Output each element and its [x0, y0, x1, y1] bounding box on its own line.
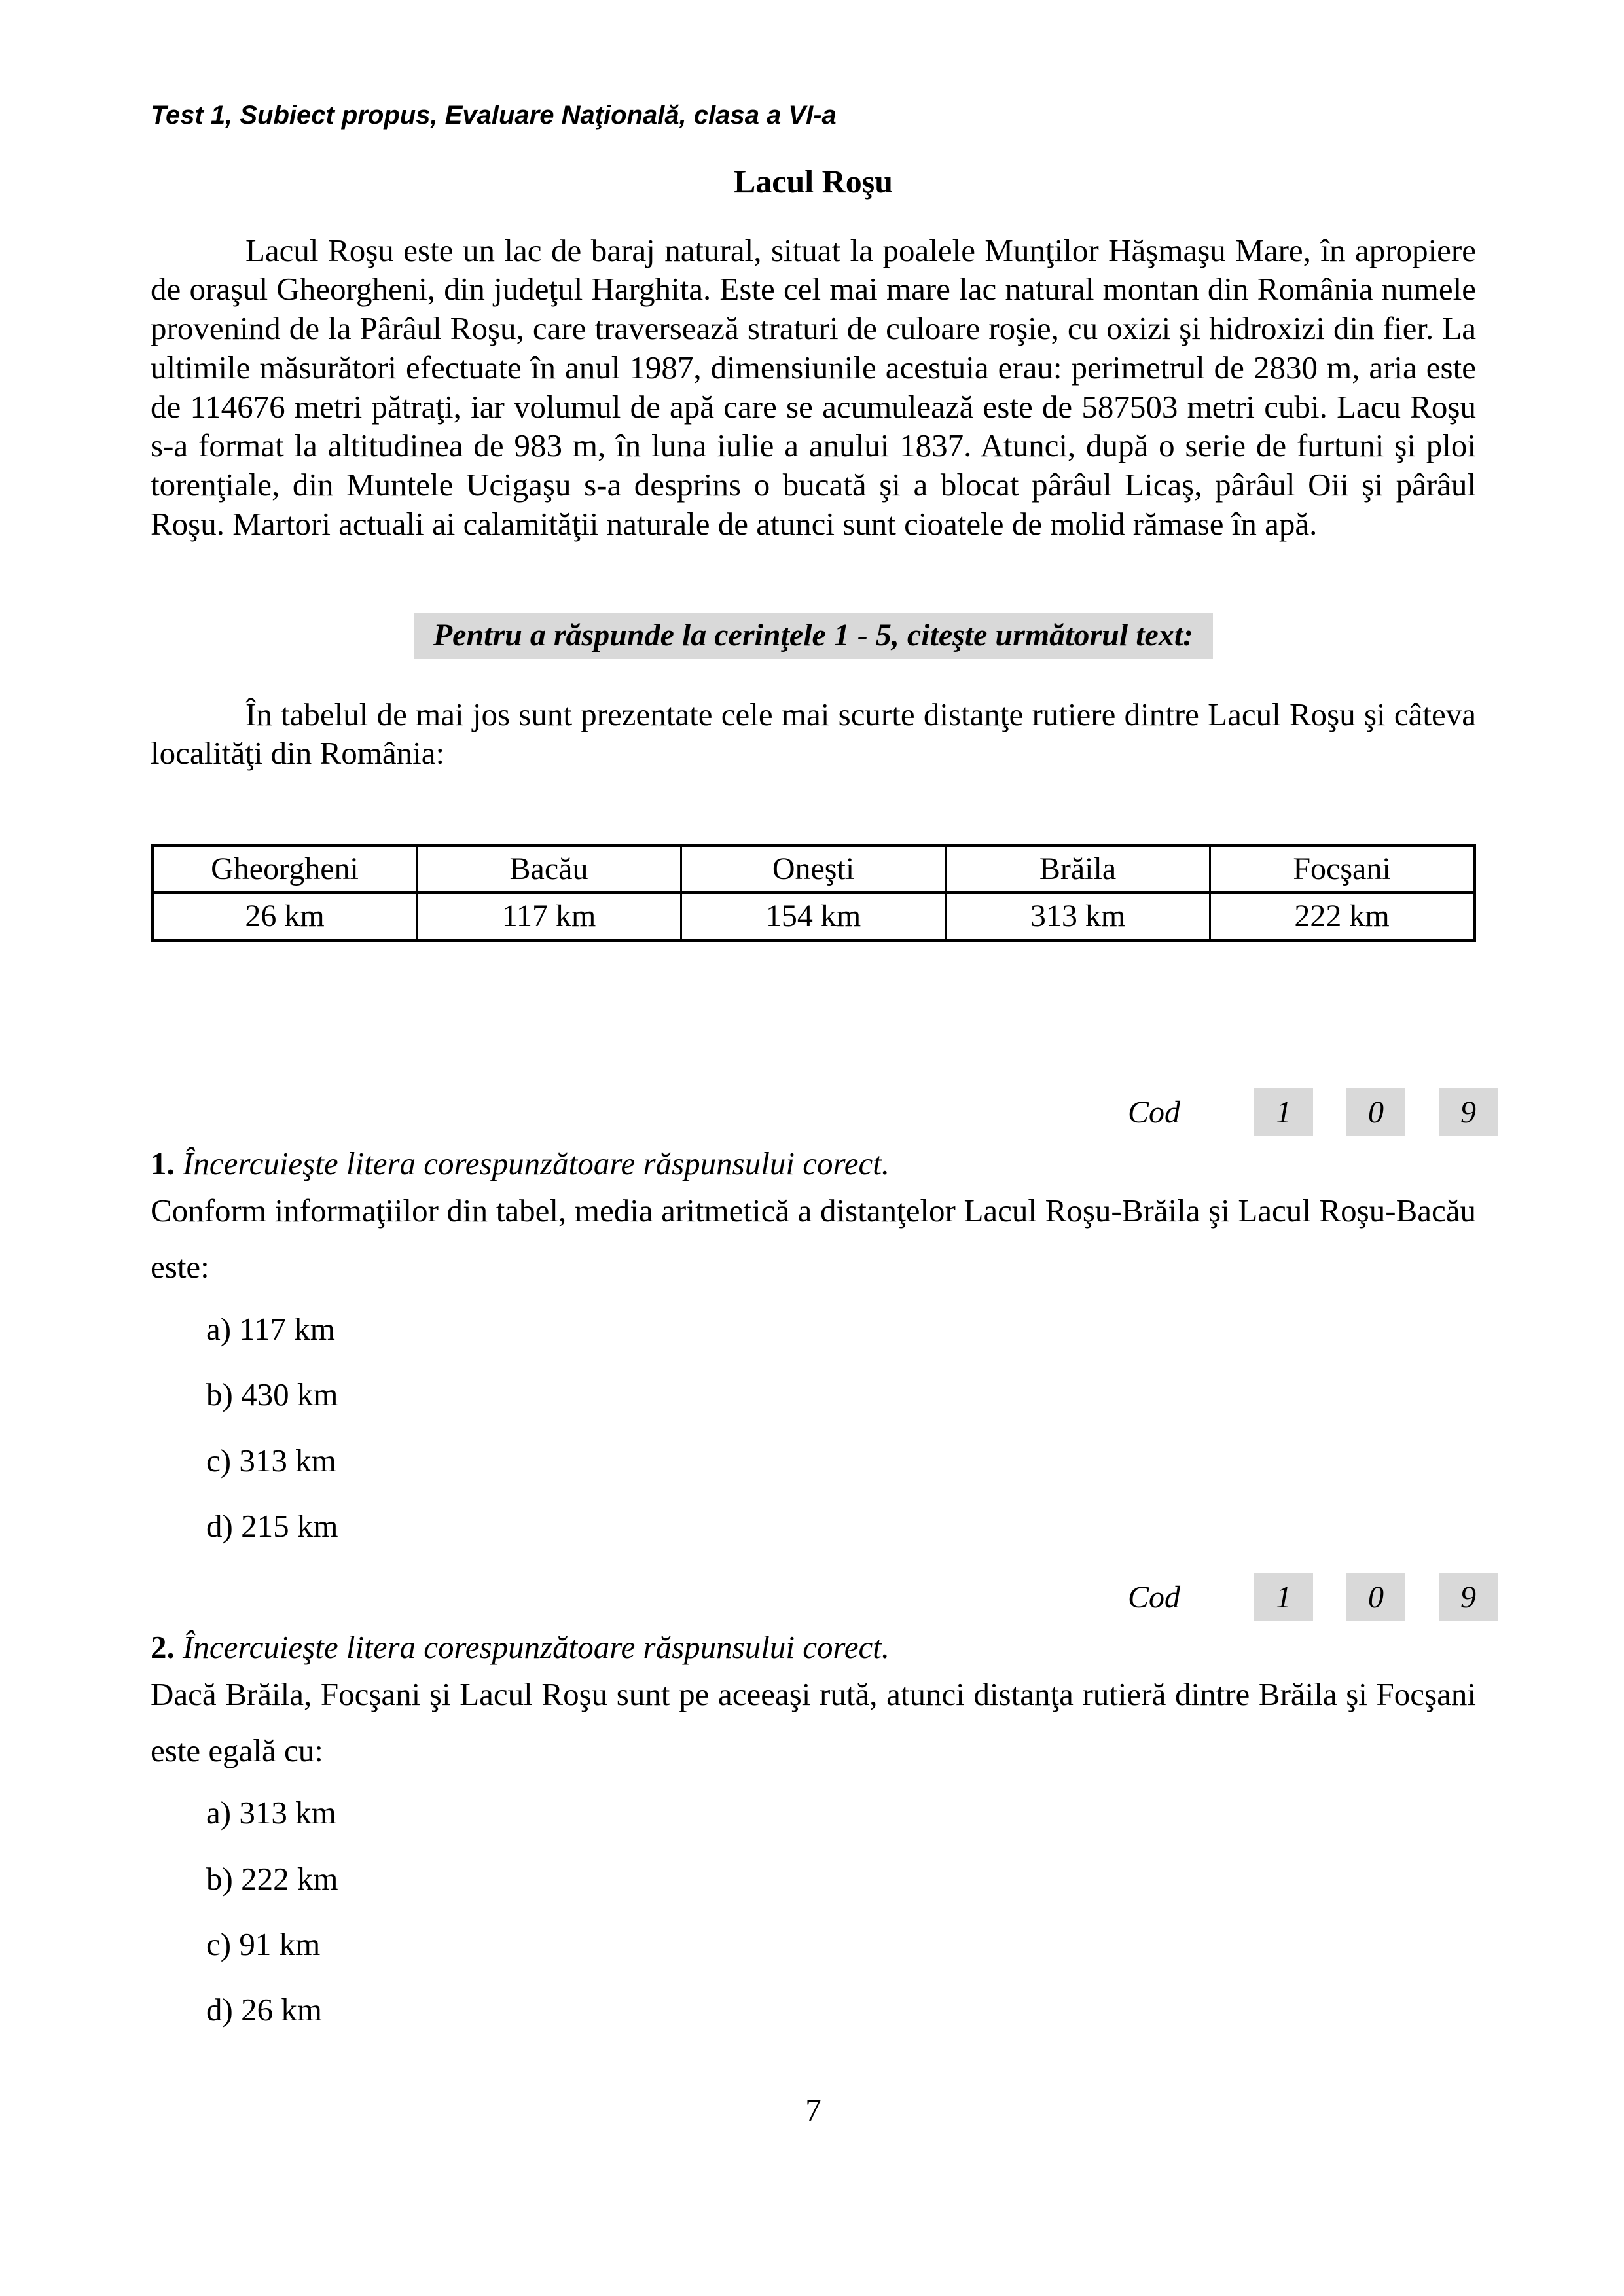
question-1 [151, 1145, 1476, 1545]
question-1-body: Conform informaţiilor din tabel, media aritmetică a distanţelor Lacul Roşu-Brăila şi Lacul Roşu-Bacău este: [151, 1192, 1476, 1285]
instruction-banner: Pentru a răspunde la cerinţele 1 - 5, citeşte următorul text: [414, 613, 1213, 659]
cod-digit-box-3: 9 [1439, 1088, 1498, 1136]
question-2-options [206, 1795, 1476, 2028]
question-2-option-b: b) 222 km [206, 1860, 338, 1897]
question-1-option-a: a) 117 km [206, 1310, 335, 1347]
instruction-banner-row [151, 613, 1476, 659]
intro-paragraph: Lacul Roşu este un lac de baraj natural, situat la poalele Munţilor Hăşmaşu Mare, în apropiere de oraşul Gheorgheni, din judeţul Harghita. Este cel mai mare lac natural montan din România numele provenind de la Pârâul Roşu, care traversează straturi de culoare roşie, cu oxizi şi hidroxizi din fier. La ultimile măsurători efectuate în anul 1987, dimensiunile acestuia erau: perimetrul de 2830 m, aria este de 114676 metri pătraţi, iar volumul de apă care se acumulează este de 587503 metri cubi. Lacu Roşu s-a format la altitudinea de 983 m, în luna iulie a anului 1837. Atunci, după o serie de furtuni şi ploi torenţiale, din Muntele Ucigaşu s-a desprins o bucată şi a blocat pârâul Licaş, pârâul Oii şi pârâul Roşu. Martori actuali ai calamităţii naturale de atunci sunt cioatele de molid rămase în apă. [151, 232, 1476, 542]
question-2-option-c: c) 91 km [206, 1926, 321, 1962]
page-title: Lacul Roşu [733, 163, 893, 200]
question-1-option-b: b) 430 km [206, 1376, 338, 1413]
table-header-onesti: Oneşti [681, 846, 946, 893]
question-1-option-c: c) 313 km [206, 1442, 336, 1479]
question-1-option-d: d) 215 km [206, 1508, 338, 1544]
question-1-number: 1. [151, 1145, 175, 1182]
question-1-instruction-line [151, 1145, 1476, 1182]
table-value-row [153, 893, 1475, 941]
cod-digit-box-3: 9 [1439, 1573, 1498, 1621]
table-header-bacau: Bacău [417, 846, 681, 893]
question-2-option-a: a) 313 km [206, 1795, 336, 1831]
cod-row-1 [151, 1088, 1498, 1136]
table-value-braila: 313 km [946, 893, 1210, 941]
cod-label: Cod [1127, 1580, 1180, 1615]
question-2-body: Dacă Brăila, Focşani şi Lacul Roşu sunt pe aceeaşi rută, atunci distanţa rutieră dintre Brăila şi Focşani este egală cu: [151, 1676, 1476, 1768]
table-header-focsani: Focşani [1210, 846, 1475, 893]
cod-digit-box-1: 1 [1254, 1088, 1313, 1136]
question-2 [151, 1629, 1476, 2028]
question-2-instruction: Încercuieşte litera corespunzătoare răspunsului corect. [183, 1629, 890, 1666]
table-header-gheorgheni: Gheorgheni [153, 846, 417, 893]
cod-digit-box-2: 0 [1346, 1088, 1405, 1136]
table-header-braila: Brăila [946, 846, 1210, 893]
distance-table [151, 844, 1476, 942]
cod-digit-box-2: 0 [1346, 1573, 1405, 1621]
question-2-instruction-line [151, 1629, 1476, 1666]
question-1-instruction: Încercuieşte litera corespunzătoare răspunsului corect. [183, 1145, 890, 1182]
table-value-gheorgheni: 26 km [153, 893, 417, 941]
question-2-number: 2. [151, 1629, 175, 1666]
table-value-bacau: 117 km [417, 893, 681, 941]
cod-label: Cod [1127, 1095, 1180, 1130]
table-header-row [153, 846, 1475, 893]
doc-header: Test 1, Subiect propus, Evaluare Naţională, clasa a VI-a [151, 101, 837, 130]
question-1-options [206, 1311, 1476, 1545]
cod-row-2 [151, 1573, 1498, 1621]
table-value-focsani: 222 km [1210, 893, 1475, 941]
question-2-option-d: d) 26 km [206, 1992, 322, 2028]
table-intro-paragraph: În tabelul de mai jos sunt prezentate cele mai scurte distanţe rutiere dintre Lacul Roşu şi câteva localităţi din România: [151, 696, 1476, 772]
page-number: 7 [805, 2091, 821, 2128]
cod-digit-box-1: 1 [1254, 1573, 1313, 1621]
table-value-onesti: 154 km [681, 893, 946, 941]
